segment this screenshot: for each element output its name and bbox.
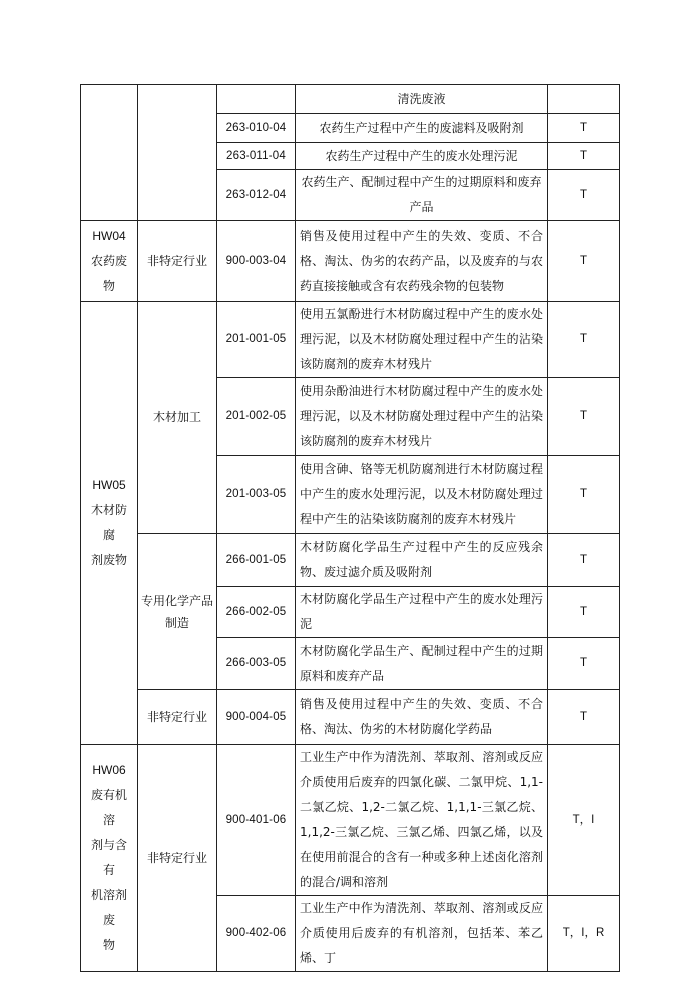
industry-cell: 木材加工 — [138, 302, 217, 534]
category-code: HW06 — [92, 763, 126, 777]
hazard-characteristic-cell: T，I — [548, 745, 620, 896]
category-code: HW04 — [92, 228, 126, 243]
waste-description-cell: 木材防腐化学品生产、配制过程中产生的过期原料和废弃产品 — [296, 638, 548, 690]
waste-description-cell: 清洗废液 — [296, 85, 548, 114]
category-cell-hw06 — [81, 745, 138, 972]
hazard-characteristic-cell: T — [548, 638, 620, 690]
waste-code-cell: 263-012-04 — [217, 170, 296, 221]
hazard-characteristic-cell: T — [548, 587, 620, 638]
waste-description-cell: 使用五氯酚进行木材防腐过程中产生的废水处理污泥，以及木材防腐处理过程中产生的沾染该防腐剂的废弃木材残片 — [296, 302, 548, 378]
table-row — [81, 221, 620, 302]
industry-cell — [138, 534, 217, 690]
category-name-line: 剂与含有 — [90, 838, 127, 877]
waste-code-cell: 266-003-05 — [217, 638, 296, 690]
table-row — [81, 690, 620, 745]
waste-description-cell: 工业生产中作为清洗剂、萃取剂、溶剂或反应介质使用后废弃的四氯化碳、二氯甲烷、1,1-二氯乙烷、1,2-二氯乙烷、1,1,1-三氯乙烷、1,1,2-三氯乙烷、三氯乙烯、四氯乙烯，以及在使用前混合的含有一种或多种上述卤化溶剂的混合/调和溶剂 — [296, 745, 548, 896]
table-row — [81, 745, 620, 896]
hazardous-waste-table — [80, 84, 620, 972]
category-name: 农药废物 — [90, 253, 127, 293]
table-row — [81, 302, 620, 378]
waste-code-cell: 201-002-05 — [217, 378, 296, 456]
waste-description-cell: 使用含砷、铬等无机防腐剂进行木材防腐过程中产生的废水处理污泥，以及木材防腐处理过程中产生的沾染该防腐剂的废弃木材残片 — [296, 456, 548, 534]
waste-description-cell: 木材防腐化学品生产过程中产生的废水处理污泥 — [296, 587, 548, 638]
hazard-characteristic-cell: T — [548, 690, 620, 745]
industry-cell: 非特定行业 — [138, 745, 217, 972]
hazard-characteristic-cell: T — [548, 170, 620, 221]
waste-code-cell: 900-401-06 — [217, 745, 296, 896]
table-row — [81, 85, 620, 114]
waste-description-cell: 销售及使用过程中产生的失效、变质、不合格、淘汰、伪劣的木材防腐化学药品 — [296, 690, 548, 745]
waste-description-cell: 工业生产中作为清洗剂、萃取剂、溶剂或反应介质使用后废弃的有机溶剂，包括苯、苯乙烯、丁 — [296, 896, 548, 972]
hazard-characteristic-cell: T — [548, 534, 620, 587]
waste-description-cell: 农药生产过程中产生的废水处理污泥 — [296, 143, 548, 170]
waste-code-cell: 266-001-05 — [217, 534, 296, 587]
waste-description-cell: 使用杂酚油进行木材防腐过程中产生的废水处理污泥，以及木材防腐处理过程中产生的沾染该防腐剂的废弃木材残片 — [296, 378, 548, 456]
table-row — [81, 534, 620, 587]
industry-name-line: 专用化学产品 — [140, 593, 213, 608]
industry-name-line: 制造 — [164, 615, 189, 630]
category-cell-hw04 — [81, 221, 138, 302]
hazard-characteristic-cell — [548, 85, 620, 114]
waste-code-cell: 201-001-05 — [217, 302, 296, 378]
category-code: HW05 — [92, 478, 126, 492]
waste-description-cell: 农药生产过程中产生的废滤料及吸附剂 — [296, 114, 548, 143]
waste-description-cell: 木材防腐化学品生产过程中产生的反应残余物、废过滤介质及吸附剂 — [296, 534, 548, 587]
category-name-line: 物 — [102, 938, 115, 952]
category-name-line: 剂废物 — [90, 553, 127, 567]
waste-code-cell: 900-402-06 — [217, 896, 296, 972]
industry-cell-continued — [138, 85, 217, 221]
category-cell-hw05 — [81, 302, 138, 745]
hazard-characteristic-cell: T — [548, 378, 620, 456]
waste-code-cell: 900-003-04 — [217, 221, 296, 302]
hazard-characteristic-cell: T — [548, 302, 620, 378]
waste-code-cell: 201-003-05 — [217, 456, 296, 534]
industry-cell: 非特定行业 — [138, 690, 217, 745]
category-name-line: 机溶剂废 — [90, 888, 127, 927]
hazard-characteristic-cell: T — [548, 221, 620, 302]
waste-description-cell: 农药生产、配制过程中产生的过期原料和废弃产品 — [296, 170, 548, 221]
waste-code-cell — [217, 85, 296, 114]
waste-code-cell: 263-011-04 — [217, 143, 296, 170]
waste-code-cell: 900-004-05 — [217, 690, 296, 745]
hazard-characteristic-cell: T，I，R — [548, 896, 620, 972]
waste-code-cell: 266-002-05 — [217, 587, 296, 638]
hazard-characteristic-cell: T — [548, 456, 620, 534]
category-name-line: 废有机溶 — [90, 788, 127, 827]
category-name-line: 木材防腐 — [90, 503, 127, 542]
industry-cell: 非特定行业 — [138, 221, 217, 302]
waste-code-cell: 263-010-04 — [217, 114, 296, 143]
hazard-characteristic-cell: T — [548, 143, 620, 170]
category-cell-hw04-continued — [81, 85, 138, 221]
waste-description-cell: 销售及使用过程中产生的失效、变质、不合格、淘汰、伪劣的农药产品，以及废弃的与农药直接接触或含有农药残余物的包装物 — [296, 221, 548, 302]
hazard-characteristic-cell: T — [548, 114, 620, 143]
